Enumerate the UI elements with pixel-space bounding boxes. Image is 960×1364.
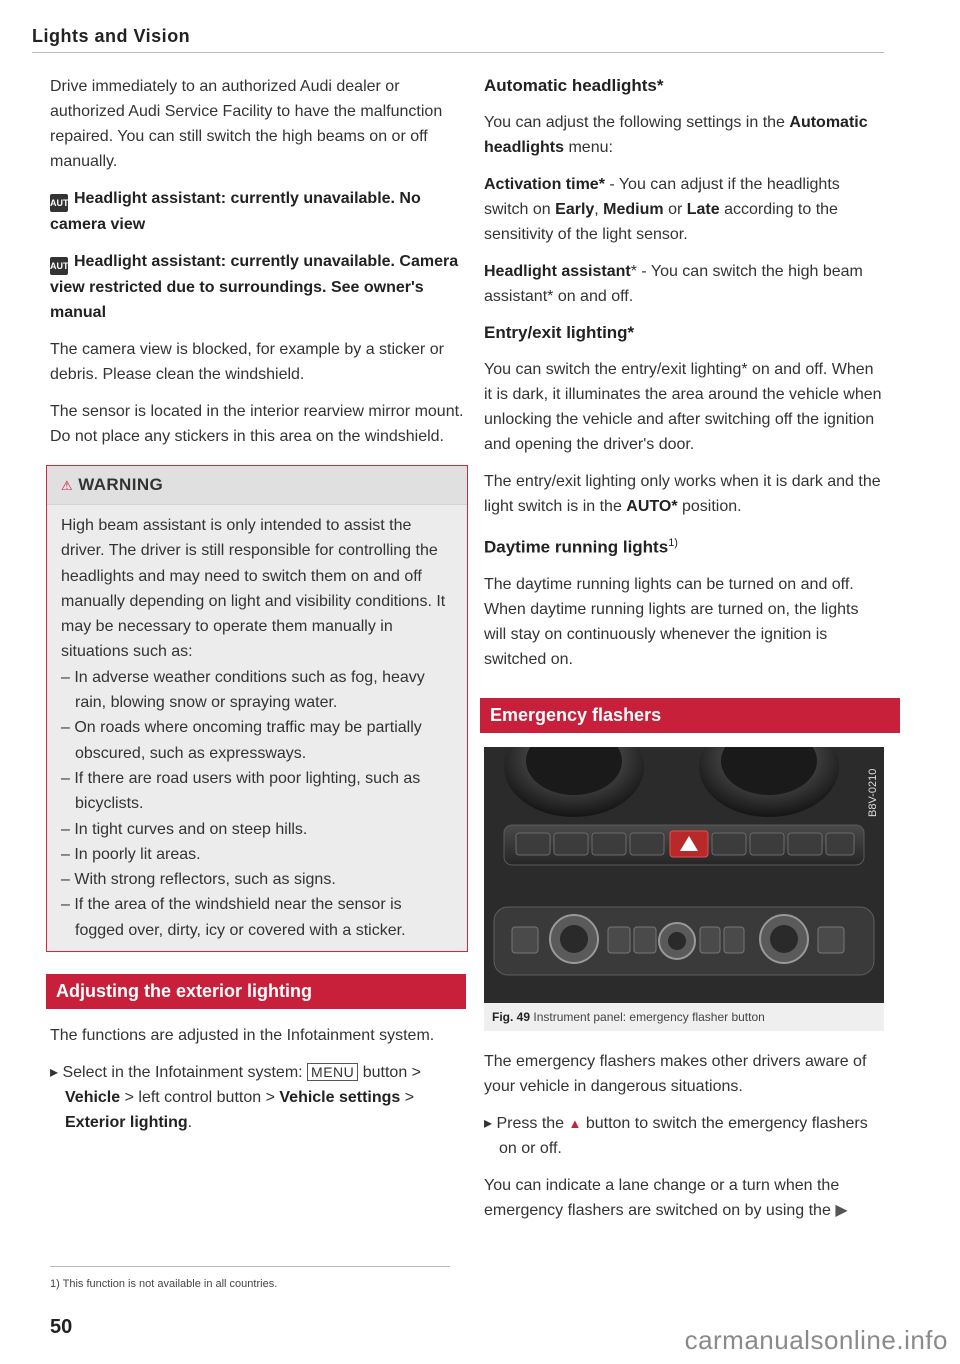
- figure-code: B8V-0210: [867, 768, 879, 817]
- footnote: 1) This function is not available in all countries.: [50, 1278, 278, 1290]
- warning-list-item: – With strong reflectors, such as signs.: [61, 871, 336, 889]
- infotainment-paragraph: The functions are adjusted in the Infotainment system.: [50, 1027, 435, 1045]
- header-divider: [32, 52, 884, 53]
- text: * - You can switch the high beam assistant* on and off.: [484, 263, 863, 305]
- intro-paragraph: Drive immediately to an authorized Audi dealer or authorized Audi Service Facility to have the malfunction repaired. You can still switch the high beams on or off manually.: [50, 78, 443, 170]
- assistant-label: Headlight assistant: [484, 263, 631, 280]
- warning-triangle-icon: ⚠: [61, 478, 74, 493]
- automatic-headlights-heading: Automatic headlights*: [484, 76, 664, 95]
- auto-position: AUTO*: [626, 498, 678, 515]
- text: You can indicate a lane change or a turn when the emergency flashers are switched on by using the: [484, 1176, 840, 1219]
- daytime-running-lights-paragraph: The daytime running lights can be turned on and off. When daytime running lights are turned on, the lights will stay on continuously whenever the ignition is switched on.: [484, 575, 859, 668]
- sensor-location-paragraph: The sensor is located in the interior rearview mirror mount. Do not place any stickers in this area on the windshield.: [50, 403, 464, 445]
- emergency-paragraph-2: [484, 1173, 884, 1223]
- step-text: .: [187, 1114, 193, 1132]
- figure-caption-text: Instrument panel: emergency flasher button: [533, 1009, 765, 1024]
- menu-key: MENU: [307, 1063, 358, 1081]
- auto-light-icon: AUTO: [50, 194, 68, 212]
- step-text: Select in the Infotainment system:: [62, 1064, 308, 1082]
- continue-arrow-icon: ▶: [835, 1201, 848, 1219]
- warning-title: WARNING: [78, 475, 164, 494]
- text: You can adjust the following settings in the: [484, 114, 790, 131]
- warning-box: [46, 465, 468, 952]
- figure-label: Fig. 49: [492, 1009, 531, 1024]
- instrument-panel-image: [484, 747, 884, 1003]
- text: according to the sensitivity of the light sensor.: [484, 201, 838, 243]
- figure-emergency-flasher: [484, 747, 884, 1031]
- option-late: Late: [686, 201, 720, 218]
- text: or: [663, 201, 687, 218]
- step-text: button >: [358, 1064, 421, 1082]
- watermark: carmanualsonline.info: [684, 1325, 948, 1355]
- text: The entry/exit lighting only works when it is dark and the light switch is in the: [484, 473, 881, 515]
- warning-list: [61, 665, 453, 943]
- step-arrow-icon: ▸: [484, 1114, 497, 1132]
- section-heading-emergency-flashers: Emergency flashers: [480, 698, 900, 733]
- entry-exit-paragraph-1: You can switch the entry/exit lighting* on and off. When it is dark, it illuminates the area around the vehicle when unlocking the vehicle and after switching off the ignition and opening the driver's door.: [484, 361, 882, 453]
- message-no-camera-view-text: Headlight assistant: currently unavailable. No camera view: [50, 190, 421, 233]
- option-early: Early: [555, 201, 595, 218]
- warning-list-item: – On roads where oncoming traffic may be partially obscured, such as expressways.: [61, 719, 422, 762]
- headlight-assistant-paragraph: [484, 259, 884, 309]
- text: Press the: [496, 1114, 569, 1132]
- message-no-camera-view: [50, 186, 468, 237]
- warning-list-item: – If there are road users with poor lighting, such as bicyclists.: [61, 769, 421, 813]
- section-heading-exterior-lighting: Adjusting the exterior lighting: [46, 974, 466, 1009]
- step-vehicle: Vehicle: [65, 1089, 121, 1107]
- auto-light-icon: AUTO: [50, 257, 68, 275]
- warning-list-item: – If the area of the windshield near the sensor is fogged over, dirty, icy or covered with a sticker.: [61, 896, 406, 939]
- left-column: [50, 74, 468, 1147]
- page-number: 50: [50, 1316, 73, 1338]
- text: position.: [677, 498, 742, 515]
- warning-list-item: – In adverse weather conditions such as fog, heavy rain, blowing snow or spraying water.: [61, 668, 425, 712]
- camera-blocked-paragraph: The camera view is blocked, for example by a sticker or debris. Please clean the windshield.: [50, 341, 444, 383]
- instruction-step: [50, 1060, 468, 1135]
- step-exterior-lighting: Exterior lighting: [65, 1114, 188, 1132]
- footnote-divider: [50, 1266, 450, 1267]
- step-arrow-icon: ▸: [50, 1064, 63, 1082]
- page-header-title: Lights and Vision: [32, 26, 191, 46]
- activation-time-paragraph: [484, 172, 884, 247]
- text: button to switch the emergency flashers on or off.: [499, 1114, 868, 1157]
- warning-list-item: – In tight curves and on steep hills.: [61, 820, 308, 838]
- emergency-paragraph-1: The emergency flashers makes other drivers aware of your vehicle in dangerous situations.: [484, 1052, 867, 1095]
- step-text: >: [400, 1089, 415, 1107]
- entry-exit-heading: Entry/exit lighting*: [484, 323, 635, 342]
- message-camera-restricted-text: Headlight assistant: currently unavailable. Camera view restricted due to surroundings. See owner's manual: [50, 253, 459, 321]
- right-column: [484, 74, 884, 1235]
- text: - You can adjust if the headlights switch on: [484, 176, 840, 218]
- menu-name: Automatic headlights: [484, 114, 868, 156]
- warning-body: [47, 505, 467, 951]
- daytime-running-lights-heading: [484, 531, 884, 560]
- warning-header: [47, 466, 467, 505]
- text: Daytime running lights: [484, 537, 669, 557]
- hazard-triangle-icon: ▲: [568, 1115, 582, 1131]
- option-medium: Medium: [603, 201, 664, 218]
- automatic-headlights-paragraph: [484, 110, 884, 160]
- emergency-step: [484, 1111, 884, 1161]
- instrument-panel-illustration: [484, 747, 884, 1003]
- figure-caption: [484, 1003, 884, 1031]
- warning-intro: High beam assistant is only intended to assist the driver. The driver is still responsible for controlling the headlights and may need to switch them on and off manually depending on light and visibility conditions. It may be necessary to operate them manually in situations such as:: [61, 517, 446, 661]
- footnote-marker: 1): [668, 537, 678, 549]
- activation-label: Activation time*: [484, 176, 605, 193]
- step-vehicle-settings: Vehicle settings: [279, 1089, 401, 1107]
- step-text: > left control button >: [120, 1089, 280, 1107]
- text: menu:: [564, 139, 613, 156]
- warning-list-item: – In poorly lit areas.: [61, 845, 201, 863]
- text: ,: [594, 201, 604, 218]
- message-camera-restricted: [50, 249, 468, 325]
- entry-exit-paragraph-2: [484, 469, 884, 519]
